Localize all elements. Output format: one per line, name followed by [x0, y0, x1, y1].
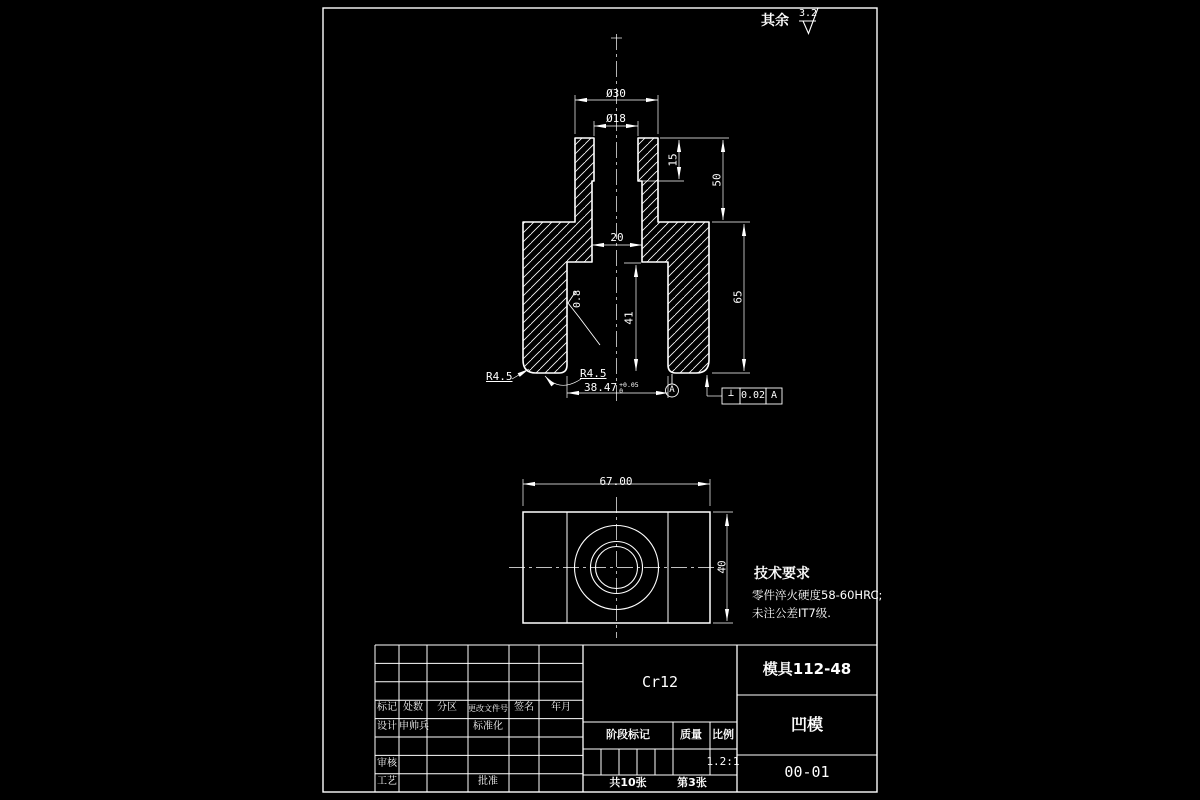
mass-label: 质量	[680, 728, 702, 741]
approve-label: 批准	[478, 776, 498, 787]
surface-note-value: 3.2	[799, 8, 818, 19]
front-view	[512, 34, 782, 404]
tech-req-line-2: 未注公差IT7级.	[752, 606, 831, 620]
dim-plate-width: 67.00	[599, 475, 633, 488]
datum-a-label: A	[669, 385, 675, 395]
radius-outer-label: R4.5	[486, 370, 513, 383]
dim-cavity-depth: 41	[622, 311, 636, 325]
designer-name: 申帅兵	[399, 721, 429, 732]
surface-note-label: 其余	[761, 13, 789, 29]
top-view	[509, 479, 733, 638]
part-name: 凹模	[790, 715, 824, 734]
cavity-roughness-value: 0.8	[572, 289, 583, 309]
sheet-index: 第3张	[677, 776, 707, 789]
material-spec: Cr12	[641, 673, 679, 691]
col-zone-label: 分区	[437, 702, 457, 713]
standardization-label: 标准化	[473, 721, 503, 732]
dim-plate-height: 40	[715, 560, 729, 574]
dim-diameter-30: Ø30	[606, 87, 626, 100]
scale-value: 1.2:1	[706, 755, 740, 768]
dim-channel-width: 20	[610, 231, 624, 244]
section-left-material	[523, 138, 594, 373]
scale-label: 比例	[712, 728, 734, 741]
col-count-label: 处数	[403, 702, 423, 713]
col-mark-label: 标记	[377, 702, 397, 713]
tech-req-line-1: 零件淬火硬度58-60HRC;	[752, 588, 883, 602]
col-doc-label: 更改文件号	[468, 704, 508, 713]
sheets-total: 共10张	[609, 776, 647, 789]
col-date-label: 年月	[551, 702, 571, 713]
tolerance-datum-ref: A	[770, 390, 778, 401]
dim-hole-depth: 15	[666, 153, 680, 167]
process-label: 工艺	[377, 776, 397, 787]
dim-body-height: 65	[731, 290, 745, 304]
design-label: 设计	[377, 721, 397, 732]
drawing-number: 00-01	[784, 763, 830, 781]
review-label: 审核	[377, 758, 397, 769]
tech-req-title: 技术要求	[754, 566, 810, 582]
dim-cavity-width-group	[584, 382, 639, 394]
section-right-material	[638, 138, 709, 373]
tolerance-value: 0.02	[740, 390, 766, 401]
tolerance-upper: +0.05	[619, 381, 639, 389]
tolerance-symbol-perpendicularity: ⊥	[727, 388, 735, 399]
dim-boss-height: 50	[710, 173, 724, 187]
tolerance-lower: 0	[619, 387, 624, 395]
dim-cavity-width-tolerance	[619, 382, 639, 394]
dim-diameter-18: Ø18	[606, 112, 626, 125]
radius-inner-label: R4.5	[580, 367, 607, 380]
dim-cavity-width: 38.47	[584, 381, 618, 394]
stage-mark-label: 阶段标记	[606, 728, 650, 741]
project-title: 模具112-48	[762, 660, 852, 678]
col-sign-label: 签名	[514, 702, 534, 713]
